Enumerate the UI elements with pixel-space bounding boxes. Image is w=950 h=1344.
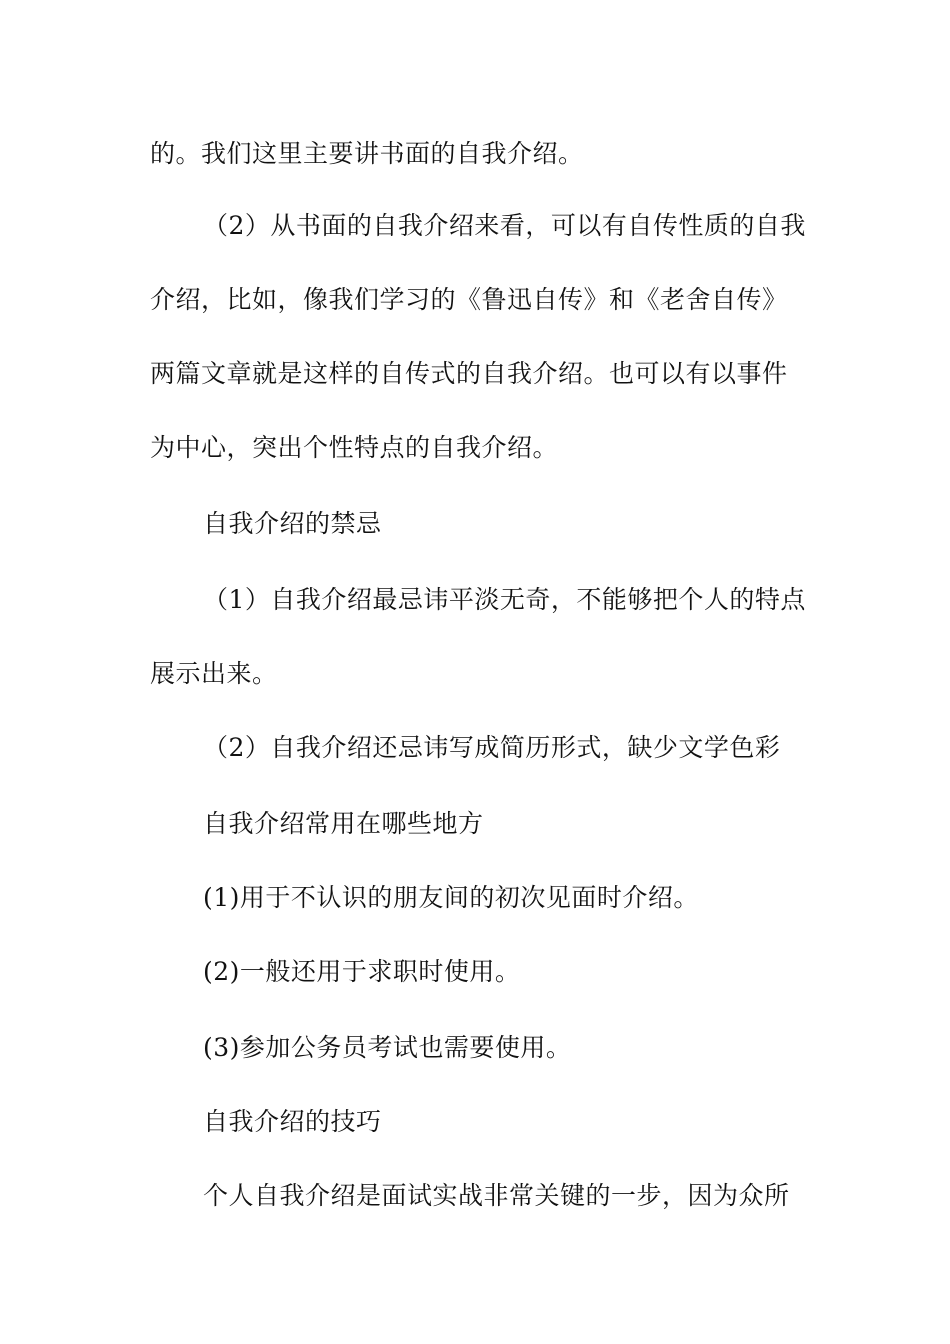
paragraph-line: 展示出来。 [150,659,278,688]
paragraph-line: （2）自我介绍还忌讳写成简历形式，缺少文学色彩 [203,733,781,762]
paragraph-line: 介绍，比如，像我们学习的《鲁迅自传》和《老舍自传》 [150,285,788,314]
list-item: (3)参加公务员考试也需要使用。 [203,1033,572,1062]
section-heading: 自我介绍常用在哪些地方 [203,809,484,838]
list-item: (1)用于不认识的朋友间的初次见面时介绍。 [203,883,699,912]
paragraph-line: 的。我们这里主要讲书面的自我介绍。 [150,139,584,168]
section-heading: 自我介绍的技巧 [203,1107,382,1136]
paragraph-line: （2）从书面的自我介绍来看，可以有自传性质的自我 [203,211,806,240]
section-heading: 自我介绍的禁忌 [203,509,382,538]
paragraph-line: （1）自我介绍最忌讳平淡无奇，不能够把个人的特点 [203,585,806,614]
paragraph-line: 个人自我介绍是面试实战非常关键的一步，因为众所 [203,1181,790,1210]
paragraph-line: 为中心，突出个性特点的自我介绍。 [150,433,559,462]
paragraph-line: 两篇文章就是这样的自传式的自我介绍。也可以有以事件 [150,359,788,388]
list-item: (2)一般还用于求职时使用。 [203,957,521,986]
